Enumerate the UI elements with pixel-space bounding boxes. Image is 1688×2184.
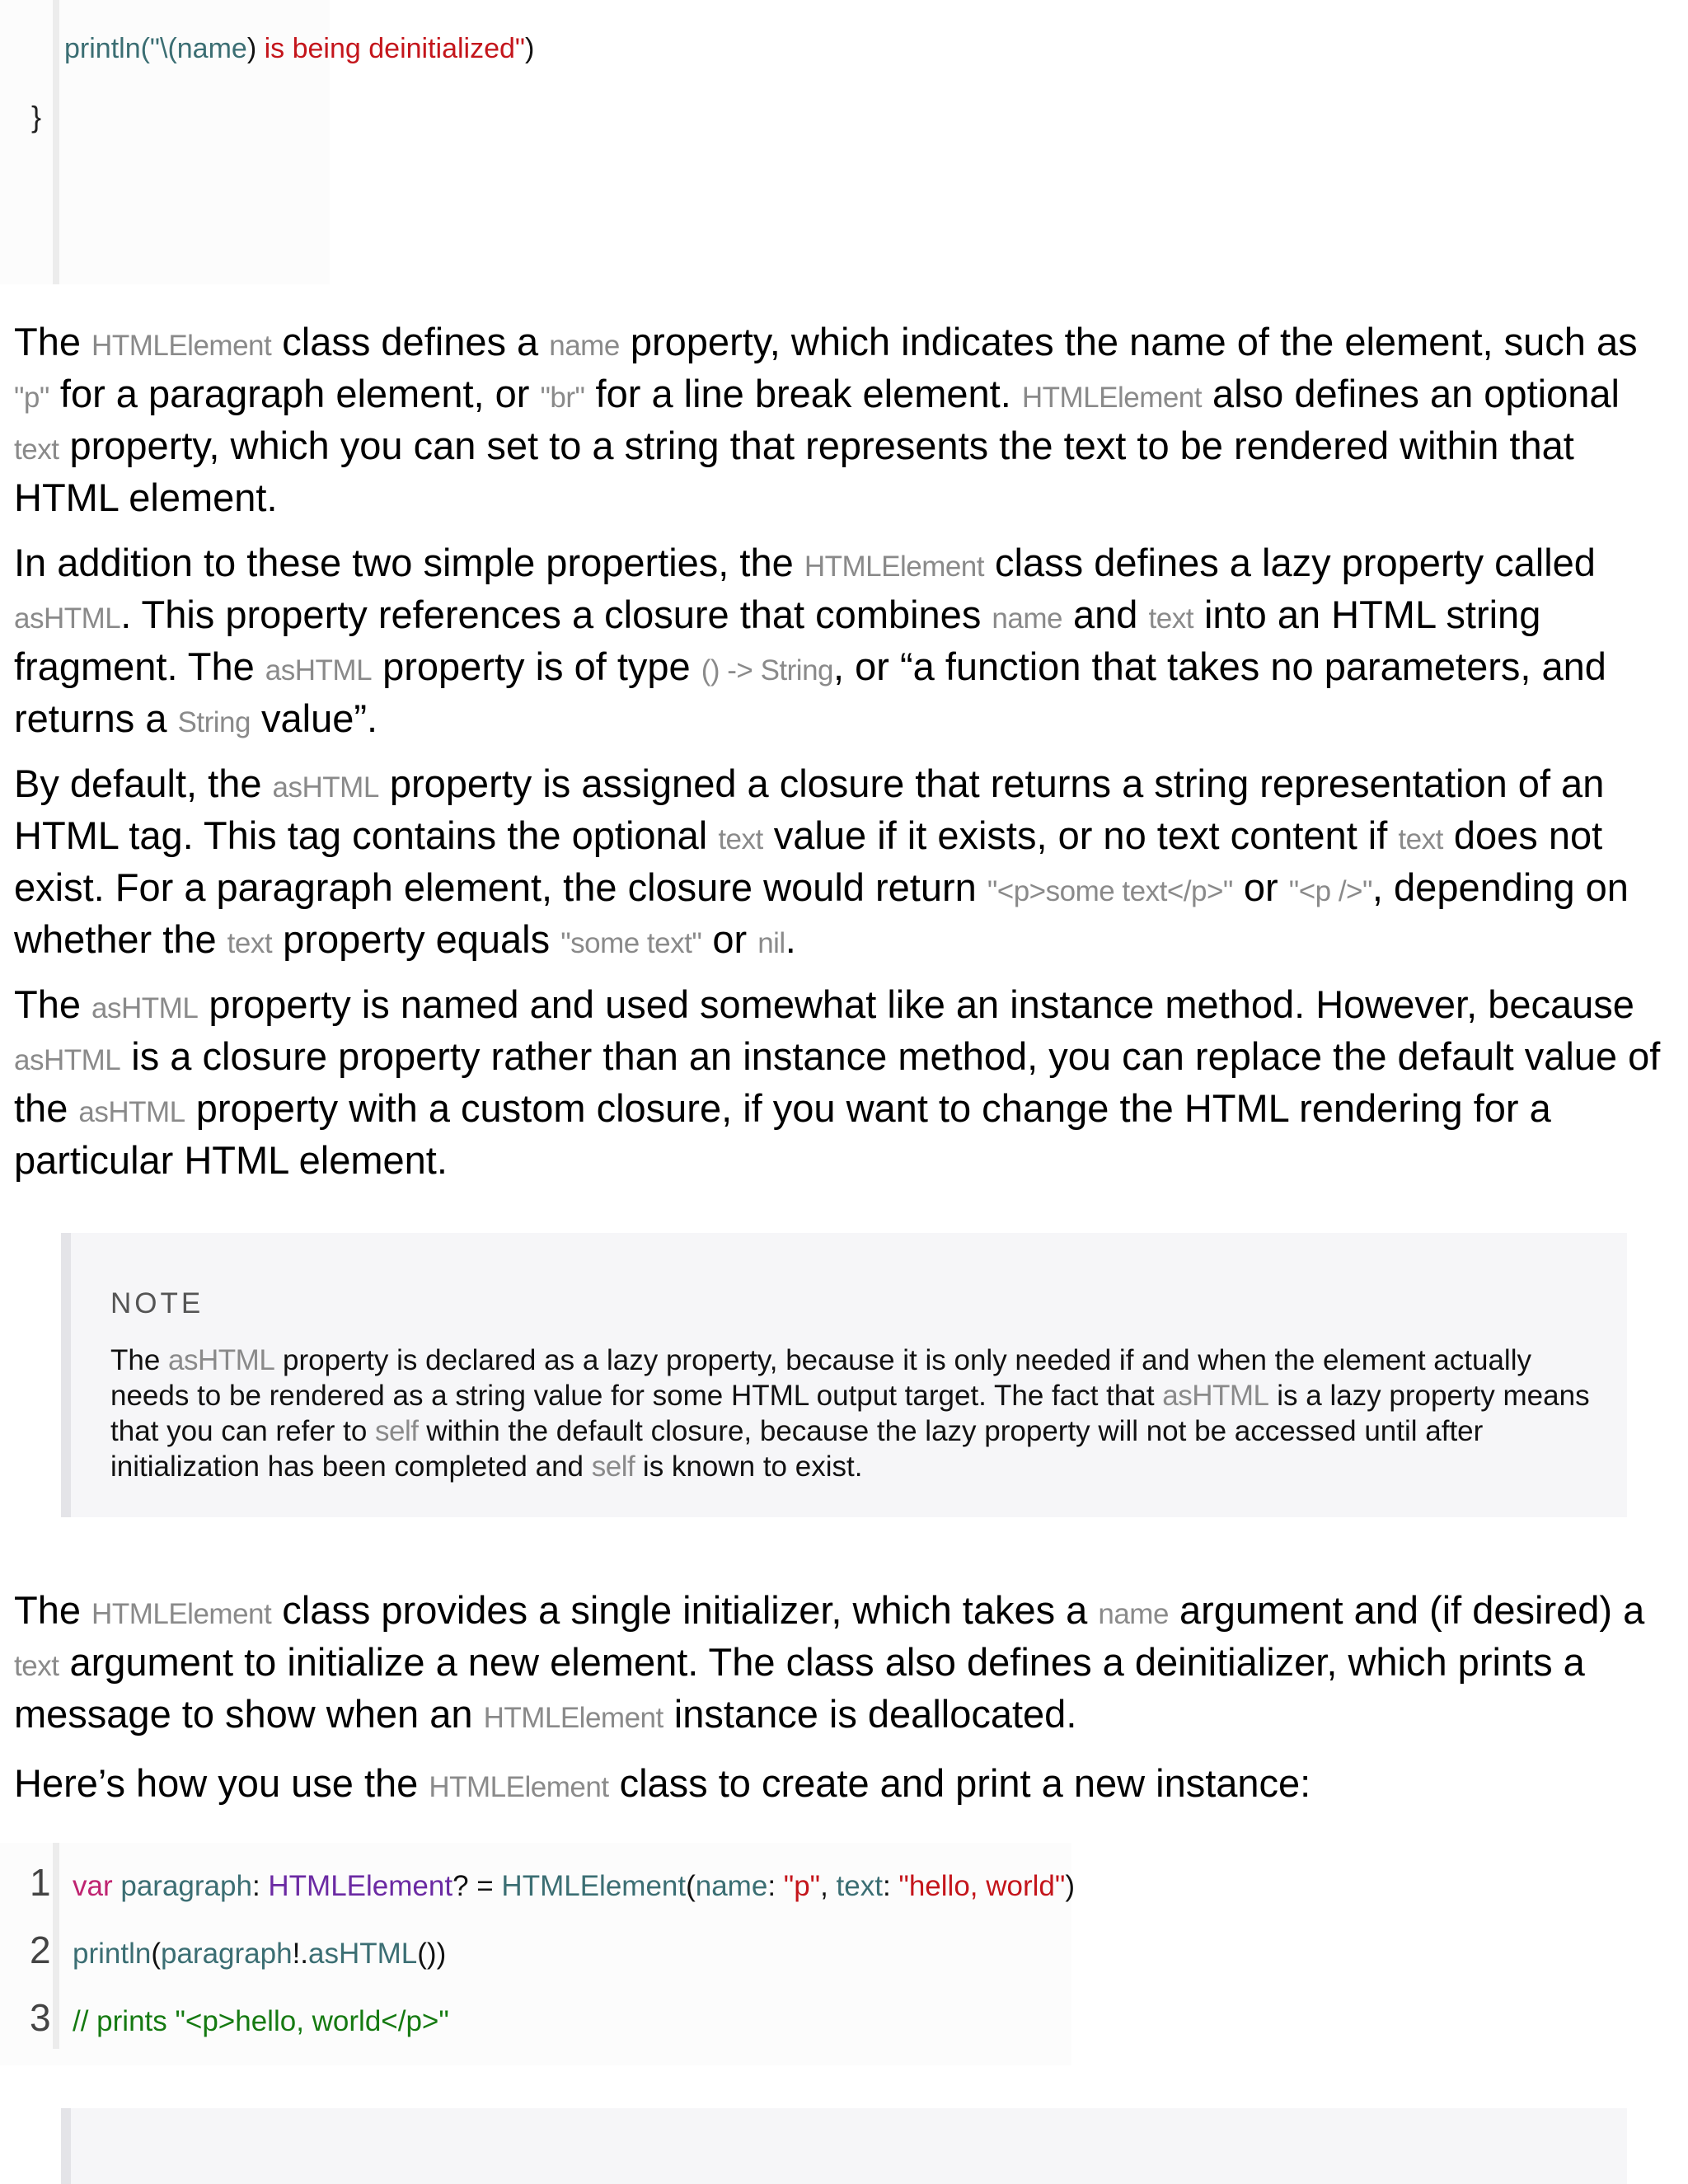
text-run: property, which indicates the name of the element, such as [619,320,1638,363]
text-run: for a line break element. [584,372,1022,415]
line-number: 3 [30,1996,51,2039]
code-source [73,1935,446,1973]
text-run: is known to exist. [635,1451,863,1483]
inline-code: "some text" [560,927,702,959]
note-box-next [61,2108,1627,2184]
code-token: "hello, world" [898,1870,1066,1902]
text-run: value if it exists, or no text content if [762,813,1399,857]
code-token: // prints "<p>hello, world</p>" [73,2005,449,2037]
paragraph-text [14,1760,1675,1811]
text-run: argument and (if desired) a [1168,1588,1645,1632]
text-run: , depending on whether the [14,865,1629,961]
paragraph-text [14,1586,1675,1742]
text-run: class to create and print a new instance: [608,1761,1311,1805]
text-run: class defines a lazy property called [984,541,1596,584]
paragraph-text [14,539,1675,747]
code-token: paragraph [120,1870,252,1902]
code-token: HTMLElement [268,1870,453,1902]
code-token: name [695,1870,768,1902]
paragraph-text [14,981,1675,1184]
code-token: is being deinitialized" [264,33,525,64]
inline-code: name [549,330,620,362]
text-run: within the default closure, because the lazy property will not be accessed until after initialization has been completed and [110,1415,1484,1483]
code-token: !. [292,1938,309,1970]
text-run: class defines a [271,320,550,363]
text-run: argument to initialize a new element. The class also defines a deinitializer, which prints a message to show when an [14,1640,1585,1736]
inline-code: asHTML [272,771,379,804]
inline-code: asHTML [78,1096,185,1128]
paragraph-text [14,760,1675,968]
text-run: or [701,917,758,961]
text-run: into an HTML string fragment. The [14,593,1541,688]
inline-code: "p" [14,382,49,414]
code-gutter-rule [53,0,59,284]
code-token: ) [525,33,535,64]
note-body [110,1343,1594,1484]
line-number: 1 [30,1861,51,1904]
code-line [0,1927,1071,1994]
text-run: The [14,1588,92,1632]
paragraph-initializer [14,1586,1675,1742]
inline-code: HTMLElement [1021,382,1202,414]
inline-code: "<p />" [1288,875,1372,907]
text-run: property is declared as a lazy property, because it is only needed if and when the element actually needs to be rendered as a string value for some HTML output target. The fact that [110,1344,1531,1412]
code-token: ) [1065,1870,1075,1902]
text-run: property equals [272,917,561,961]
inline-code: asHTML [265,654,373,687]
code-token: asHTML [308,1938,418,1970]
paragraph-lazy-property [14,539,1675,747]
paragraph-closure-property [14,981,1675,1184]
code-token: : [767,1870,784,1902]
inline-code: asHTML [91,992,199,1024]
inline-code: "br" [540,382,585,414]
code-token: println("\( [64,33,177,64]
code-token: println [73,1938,152,1970]
inline-code: name [1098,1598,1169,1630]
code-token: HTMLElement [501,1870,687,1902]
text-run: In addition to these two simple properties, the [14,541,804,584]
inline-code: text [227,927,273,959]
inline-code: text [1148,602,1193,635]
text-run: property, which you can set to a string that represents the text to be rendered within that HTML element. [14,424,1574,519]
text-run: The [110,1344,169,1376]
code-token [113,1870,121,1902]
inline-code: asHTML [14,602,121,635]
inline-code: String [177,706,251,738]
text-run: property is assigned a closure that returns a string representation of an HTML tag. This tag contains the optional [14,762,1605,857]
paragraph-default-closure [14,760,1675,968]
code-source [73,1868,1075,1905]
code-token: paragraph [160,1938,293,1970]
line-number: 2 [30,1929,51,1971]
text-run: , or “a function that takes no parameters, and returns a [14,644,1606,740]
text-run: By default, the [14,762,273,805]
text-run: or [1232,865,1289,909]
inline-code: asHTML [14,1044,121,1076]
inline-code: name [992,602,1062,635]
inline-code: text [14,434,59,466]
text-run: . [785,917,796,961]
code-block-usage [0,1843,1075,2065]
inline-code: HTMLElement [483,1702,663,1734]
code-token: , [820,1870,837,1902]
text-run: The [14,982,92,1026]
text-run: is a closure property rather than an instance method, you can replace the default value of the [14,1034,1661,1130]
inline-code: self [375,1415,419,1447]
note-title: NOTE [110,1287,204,1319]
code-block-deinit [0,0,535,284]
text-run: also defines an optional [1202,372,1620,415]
text-run: The [14,320,92,363]
code-token: ? = [452,1870,502,1902]
inline-code: HTMLElement [91,1598,272,1630]
code-token: name [176,33,247,64]
inline-code: text [718,823,763,855]
inline-code: HTMLElement [91,330,272,362]
note-box [61,1233,1627,1517]
text-run: and [1062,593,1149,636]
code-token: var [73,1870,113,1902]
code-token: ) [246,33,265,64]
text-run: instance is deallocated. [663,1692,1077,1736]
text-run: property is named and used somewhat like an instance method. However, because [198,982,1634,1026]
code-closing-brace: } [31,100,42,134]
inline-code: HTMLElement [804,551,984,583]
code-token: "p" [783,1870,821,1902]
inline-code: nil [757,927,785,959]
text-run: class provides a single initializer, which takes a [271,1588,1099,1632]
inline-code: text [14,1650,59,1682]
code-token: : [251,1870,269,1902]
code-token: ()) [417,1938,447,1970]
code-token: text [836,1870,883,1902]
code-line [0,1994,1071,2062]
inline-code: self [591,1451,635,1483]
inline-code: asHTML [1162,1380,1269,1412]
text-run: property is of type [372,644,701,688]
inline-code: () -> String [701,654,834,687]
code-token: : [882,1870,899,1902]
inline-code: "<p>some text</p>" [987,875,1233,907]
text-run: is a lazy property means that you can refer to [110,1380,1590,1447]
code-line-println [64,28,534,69]
inline-code: asHTML [168,1344,275,1376]
text-run: Here’s how you use the [14,1761,429,1805]
inline-code: text [1398,823,1443,855]
text-run: value”. [250,696,378,740]
text-run: property with a custom closure, if you want to change the HTML rendering for a particular HTML element. [14,1086,1551,1182]
inline-code: HTMLElement [429,1771,609,1803]
text-run: does not exist. For a paragraph element, the closure would return [14,813,1603,909]
code-token: ( [686,1870,696,1902]
code-token: ( [151,1938,161,1970]
paragraph-text [14,318,1675,522]
text-run: for a paragraph element, or [49,372,541,415]
code-line [0,1859,1075,1927]
code-source [73,2003,449,2041]
paragraph-htmlelement-properties [14,318,1675,522]
text-run: . This property references a closure that combines [120,593,992,636]
paragraph-usage-intro [14,1760,1675,1811]
